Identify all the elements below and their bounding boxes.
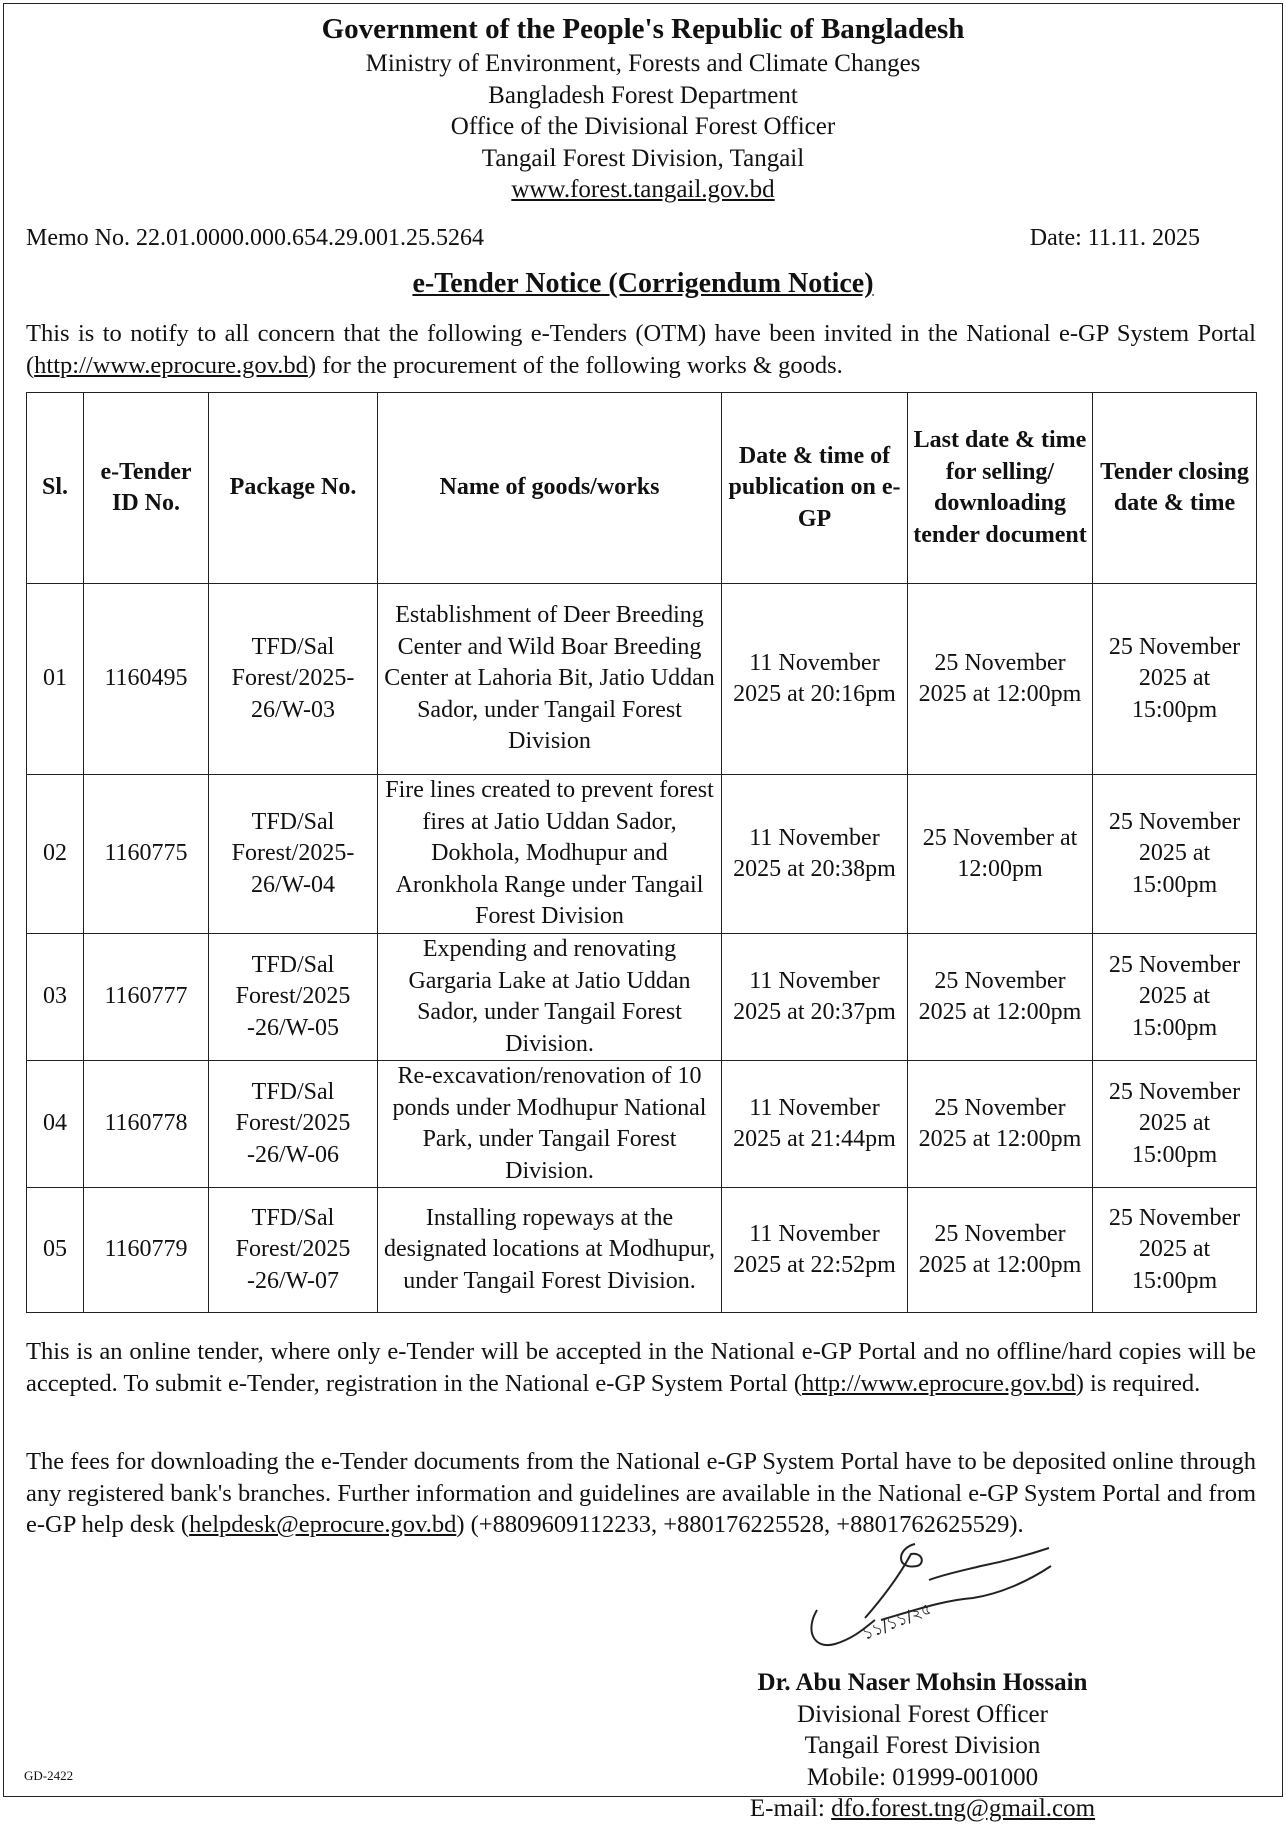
cell-last-date: 25 November at 12:00pm: [908, 775, 1093, 934]
cell-tender-id: 1160777: [84, 934, 209, 1061]
cell-closing: 25 November 2025 at 15:00pm: [1093, 584, 1257, 775]
department-line: Bangladesh Forest Department: [488, 81, 798, 109]
col-header-tender-id: e-Tender ID No.: [84, 393, 209, 584]
intro-text-after: ) for the procurement of the following works & goods.: [307, 351, 843, 379]
cell-closing: 25 November 2025 at 15:00pm: [1093, 934, 1257, 1061]
online-text-before: This is an online tender, where only e-Tender will be accepted in the National e-GP Portal and no offline/hard copies will be accepted. To submit e-Tender, registration in the National e-GP System Portal (: [26, 1338, 1256, 1397]
letterhead: [0, 10, 1286, 206]
online-tender-paragraph: [26, 1336, 1256, 1399]
col-header-package: Package No.: [209, 393, 378, 584]
cell-closing: 25 November 2025 at 15:00pm: [1093, 775, 1257, 934]
intro-paragraph: [26, 318, 1256, 381]
cell-tender-id: 1160495: [84, 584, 209, 775]
cell-closing: 25 November 2025 at 15:00pm: [1093, 1061, 1257, 1188]
office-line: Office of the Divisional Forest Officer: [450, 113, 836, 140]
memo-row: [26, 222, 1200, 254]
table-row: [27, 1188, 1257, 1313]
table-row: [27, 775, 1257, 934]
col-header-publication: Date & time of publication on e-GP: [722, 393, 908, 584]
cell-package: TFD/Sal Forest/2025 -26/W-06: [209, 1061, 378, 1188]
intro-text-before: This is to notify to all concern that the following e-Tenders (OTM) have been invited in the National e-GP System Portal (: [26, 320, 1256, 379]
cell-last-date: 25 November 2025 at 12:00pm: [908, 1061, 1093, 1188]
email-label: E-mail:: [749, 1795, 832, 1822]
signatory-email-line: [720, 1793, 1125, 1825]
cell-publication: 11 November 2025 at 20:38pm: [722, 775, 908, 934]
cell-name: Establishment of Deer Breeding Center and Wild Boar Breeding Center at Lahoria Bit, Jatio Uddan Sador, under Tangail Forest Division: [378, 584, 722, 775]
cell-publication: 11 November 2025 at 22:52pm: [722, 1188, 908, 1313]
signatory-division: Tangail Forest Division: [804, 1732, 1041, 1759]
col-header-name: Name of goods/works: [378, 393, 722, 584]
cell-sl: 02: [27, 775, 84, 934]
cell-tender-id: 1160775: [84, 775, 209, 934]
cell-tender-id: 1160778: [84, 1061, 209, 1188]
table-row: [27, 584, 1257, 775]
online-text-after: ) is required.: [1075, 1369, 1201, 1397]
table-header-row: [27, 393, 1257, 584]
cell-publication: 11 November 2025 at 20:16pm: [722, 584, 908, 775]
cell-last-date: 25 November 2025 at 12:00pm: [908, 1188, 1093, 1313]
cell-publication: 11 November 2025 at 20:37pm: [722, 934, 908, 1061]
handwritten-signature: [805, 1540, 1055, 1660]
cell-name: Fire lines created to prevent forest fires at Jatio Uddan Sador, Dokhola, Modhupur and Aronkhola Range under Tangail Forest Division: [378, 775, 722, 934]
cell-name: Installing ropeways at the designated locations at Modhupur, under Tangail Forest Division.: [378, 1188, 722, 1313]
cell-package: TFD/Sal Forest/2025 -26/W-07: [209, 1188, 378, 1313]
website-link[interactable]: www.forest.tangail.gov.bd: [511, 176, 775, 203]
cell-package: TFD/Sal Forest/2025-26/W-03: [209, 584, 378, 775]
col-header-closing: Tender closing date & time: [1093, 393, 1257, 584]
form-code: GD-2422: [24, 1768, 74, 1783]
cell-name: Expending and renovating Gargaria Lake at Jatio Uddan Sador, under Tangail Forest Division.: [378, 934, 722, 1061]
helpdesk-email-link[interactable]: helpdesk@eprocure.gov.bd: [189, 1511, 457, 1538]
cell-publication: 11 November 2025 at 21:44pm: [722, 1061, 908, 1188]
memo-date: Date: 11.11. 2025: [1029, 225, 1200, 251]
cell-package: TFD/Sal Forest/2025-26/W-04: [209, 775, 378, 934]
col-header-sl: Sl.: [27, 393, 84, 584]
cell-sl: 04: [27, 1061, 84, 1188]
signature-date-handwriting: ১১/১১/২৫: [859, 1598, 935, 1644]
signatory-mobile: Mobile: 01999-001000: [806, 1763, 1039, 1791]
cell-last-date: 25 November 2025 at 12:00pm: [908, 934, 1093, 1061]
cell-sl: 01: [27, 584, 84, 775]
ministry-line: Ministry of Environment, Forests and Climate Changes: [365, 50, 921, 77]
division-line: Tangail Forest Division, Tangail: [481, 144, 805, 172]
fees-text-before: The fees for downloading the e-Tender documents from the National e-GP System Portal have to be deposited online through any registered bank's branches. Further information and guidelines are available in the National e-GP System Portal and from e-GP help desk (: [26, 1448, 1256, 1538]
cell-last-date: 25 November 2025 at 12:00pm: [908, 584, 1093, 775]
table-row: [27, 1061, 1257, 1188]
signature-block: [720, 1667, 1125, 1825]
government-title: Government of the People's Republic of Bangladesh: [321, 13, 965, 45]
cell-sl: 03: [27, 934, 84, 1061]
cell-name: Re-excavation/renovation of 10 ponds under Modhupur National Park, under Tangail Forest Division.: [378, 1061, 722, 1188]
signatory-designation: Divisional Forest Officer: [797, 1700, 1048, 1728]
memo-number: Memo No. 22.01.0000.000.654.29.001.25.5264: [26, 225, 484, 251]
signatory-name: Dr. Abu Naser Mohsin Hossain: [757, 1669, 1088, 1696]
col-header-last-date: Last date & time for selling/ downloading tender document: [908, 393, 1093, 584]
eprocure-link[interactable]: http://www.eprocure.gov.bd: [34, 351, 308, 379]
fees-text-after: ) (+8809609112233, +880176225528, +8801762625529).: [456, 1511, 1024, 1538]
signatory-email-link[interactable]: dfo.forest.tng@gmail.com: [831, 1795, 1096, 1822]
tender-table: [26, 392, 1257, 1313]
table-row: [27, 934, 1257, 1061]
cell-package: TFD/Sal Forest/2025 -26/W-05: [209, 934, 378, 1061]
eprocure-link[interactable]: http://www.eprocure.gov.bd: [802, 1369, 1076, 1397]
cell-closing: 25 November 2025 at 15:00pm: [1093, 1188, 1257, 1313]
notice-title: e-Tender Notice (Corrigendum Notice): [412, 268, 874, 299]
fees-paragraph: [26, 1446, 1256, 1541]
cell-sl: 05: [27, 1188, 84, 1313]
cell-tender-id: 1160779: [84, 1188, 209, 1313]
